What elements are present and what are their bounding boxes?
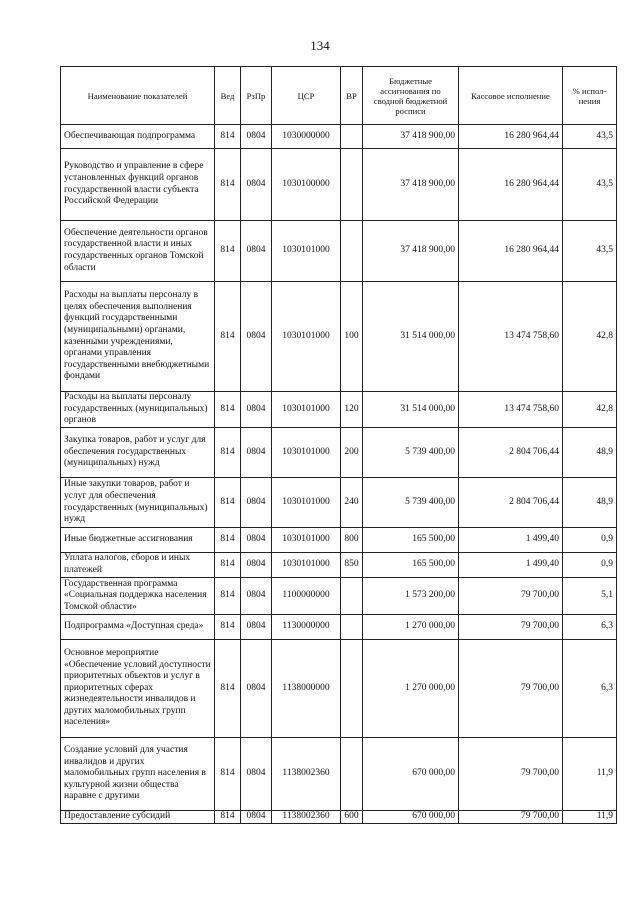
header-rzpr: РзПр (241, 67, 272, 125)
row-rzpr: 0804 (241, 553, 272, 578)
header-vr: ВР (341, 67, 363, 125)
row-csr: 1030101000 (272, 478, 341, 528)
row-ved: 814 (215, 125, 241, 149)
row-rzpr: 0804 (241, 738, 272, 811)
header-name: Наименование показателей (61, 67, 215, 125)
row-rzpr: 0804 (241, 640, 272, 738)
row-pct: 11,9 (563, 738, 617, 811)
row-vr (341, 221, 363, 282)
row-csr: 1130000000 (272, 615, 341, 640)
row-csr: 1100000000 (272, 578, 341, 615)
row-csr: 1030101000 (272, 553, 341, 578)
row-budget: 37 418 900,00 (363, 125, 459, 149)
row-cash: 79 700,00 (459, 738, 563, 811)
row-ved: 814 (215, 640, 241, 738)
row-rzpr: 0804 (241, 615, 272, 640)
row-budget: 37 418 900,00 (363, 149, 459, 221)
row-name: Создание условий для участия инвалидов и других маломобильных групп населения в культурной жизни общества наравне с другими (61, 738, 215, 811)
row-csr: 1138002360 (272, 738, 341, 811)
row-vr (341, 125, 363, 149)
row-rzpr: 0804 (241, 578, 272, 615)
row-vr: 120 (341, 392, 363, 428)
row-name: Подпрограмма «Доступная среда» (61, 615, 215, 640)
header-budget: Бюджетные ассигнования по сводной бюджетной росписи (363, 67, 459, 125)
row-name: Предоставление субсидий (61, 811, 215, 824)
row-name: Государственная программа «Социальная поддержка населения Томской области» (61, 578, 215, 615)
table-row (61, 221, 617, 282)
page-number: 134 (310, 38, 330, 53)
table-row (61, 738, 617, 811)
table-row (61, 392, 617, 428)
table-header-row (61, 67, 617, 125)
row-pct: 48,9 (563, 428, 617, 478)
row-rzpr: 0804 (241, 282, 272, 392)
row-pct: 43,5 (563, 221, 617, 282)
row-ved: 814 (215, 553, 241, 578)
row-ved: 814 (215, 811, 241, 824)
row-ved: 814 (215, 615, 241, 640)
table-row (61, 640, 617, 738)
header-csr: ЦСР (272, 67, 341, 125)
row-ved: 814 (215, 428, 241, 478)
row-pct: 6,3 (563, 615, 617, 640)
row-cash: 1 499,40 (459, 528, 563, 553)
row-cash: 13 474 758,60 (459, 282, 563, 392)
row-rzpr: 0804 (241, 125, 272, 149)
row-vr (341, 738, 363, 811)
row-rzpr: 0804 (241, 528, 272, 553)
row-vr (341, 149, 363, 221)
row-pct: 48,9 (563, 478, 617, 528)
row-csr: 1138002360 (272, 811, 341, 824)
row-cash: 79 700,00 (459, 578, 563, 615)
row-budget: 165 500,00 (363, 553, 459, 578)
table-row (61, 811, 617, 824)
row-csr: 1030101000 (272, 392, 341, 428)
row-pct: 0,9 (563, 528, 617, 553)
row-pct: 43,5 (563, 125, 617, 149)
row-vr: 200 (341, 428, 363, 478)
row-name: Иные бюджетные ассигнования (61, 528, 215, 553)
row-cash: 16 280 964,44 (459, 221, 563, 282)
row-cash: 13 474 758,60 (459, 392, 563, 428)
row-budget: 165 500,00 (363, 528, 459, 553)
row-budget: 31 514 000,00 (363, 392, 459, 428)
table-row (61, 553, 617, 578)
row-pct: 42,8 (563, 282, 617, 392)
row-ved: 814 (215, 392, 241, 428)
row-vr: 600 (341, 811, 363, 824)
row-cash: 79 700,00 (459, 615, 563, 640)
row-pct: 0,9 (563, 553, 617, 578)
row-vr (341, 615, 363, 640)
row-vr (341, 578, 363, 615)
table-row (61, 149, 617, 221)
row-name: Обеспечение деятельности органов государственной власти и иных государственных органов Томской области (61, 221, 215, 282)
row-csr: 1030101000 (272, 428, 341, 478)
header-pct: % испол- нения (563, 67, 617, 125)
table-row (61, 125, 617, 149)
row-rzpr: 0804 (241, 392, 272, 428)
row-cash: 1 499,40 (459, 553, 563, 578)
row-ved: 814 (215, 478, 241, 528)
row-ved: 814 (215, 578, 241, 615)
row-cash: 16 280 964,44 (459, 149, 563, 221)
row-pct: 5,1 (563, 578, 617, 615)
table-row (61, 615, 617, 640)
row-csr: 1030101000 (272, 528, 341, 553)
row-budget: 5 739 400,00 (363, 478, 459, 528)
row-cash: 16 280 964,44 (459, 125, 563, 149)
row-pct: 43,5 (563, 149, 617, 221)
row-pct: 42,8 (563, 392, 617, 428)
row-ved: 814 (215, 282, 241, 392)
row-budget: 670 000,00 (363, 811, 459, 824)
row-vr: 240 (341, 478, 363, 528)
row-csr: 1030000000 (272, 125, 341, 149)
row-cash: 2 804 706,44 (459, 478, 563, 528)
row-budget: 670 000,00 (363, 738, 459, 811)
row-rzpr: 0804 (241, 811, 272, 824)
row-csr: 1030100000 (272, 149, 341, 221)
row-rzpr: 0804 (241, 149, 272, 221)
budget-execution-table (60, 66, 617, 824)
row-budget: 1 573 200,00 (363, 578, 459, 615)
table-row (61, 428, 617, 478)
row-name: Расходы на выплаты персоналу государственных (муниципальных) органов (61, 392, 215, 428)
row-csr: 1138000000 (272, 640, 341, 738)
row-cash: 79 700,00 (459, 811, 563, 824)
row-pct: 6,3 (563, 640, 617, 738)
row-name: Руководство и управление в сфере установленных функций органов государственной власти субъекта Российской Федерации (61, 149, 215, 221)
row-name: Основное мероприятие «Обеспечение условий доступности приоритетных объектов и услуг в приоритетных сферах жизнедеятельности инвалидов и других маломобильных групп населения» (61, 640, 215, 738)
row-csr: 1030101000 (272, 282, 341, 392)
row-name: Обеспечивающая подпрограмма (61, 125, 215, 149)
row-budget: 37 418 900,00 (363, 221, 459, 282)
row-ved: 814 (215, 149, 241, 221)
row-vr: 850 (341, 553, 363, 578)
row-vr: 100 (341, 282, 363, 392)
row-vr: 800 (341, 528, 363, 553)
table-row (61, 282, 617, 392)
row-name: Иные закупки товаров, работ и услуг для обеспечения государственных (муниципальных) нужд (61, 478, 215, 528)
row-cash: 79 700,00 (459, 640, 563, 738)
row-budget: 1 270 000,00 (363, 615, 459, 640)
row-budget: 31 514 000,00 (363, 282, 459, 392)
row-name: Закупка товаров, работ и услуг для обеспечения государственных (муниципальных) нужд (61, 428, 215, 478)
table-row (61, 478, 617, 528)
row-rzpr: 0804 (241, 428, 272, 478)
row-ved: 814 (215, 528, 241, 553)
header-cash: Кассовое исполнение (459, 67, 563, 125)
row-csr: 1030101000 (272, 221, 341, 282)
table-row (61, 528, 617, 553)
row-vr (341, 640, 363, 738)
table-row (61, 578, 617, 615)
row-name: Уплата налогов, сборов и иных платежей (61, 553, 215, 578)
row-pct: 11,9 (563, 811, 617, 824)
row-ved: 814 (215, 221, 241, 282)
row-budget: 1 270 000,00 (363, 640, 459, 738)
row-name: Расходы на выплаты персоналу в целях обеспечения выполнения функций государственными (муниципальными) органами, казенными учреждениями, органами управления государственными внебюджетными фондами (61, 282, 215, 392)
row-cash: 2 804 706,44 (459, 428, 563, 478)
row-rzpr: 0804 (241, 478, 272, 528)
row-ved: 814 (215, 738, 241, 811)
row-rzpr: 0804 (241, 221, 272, 282)
row-budget: 5 739 400,00 (363, 428, 459, 478)
header-ved: Вед (215, 67, 241, 125)
